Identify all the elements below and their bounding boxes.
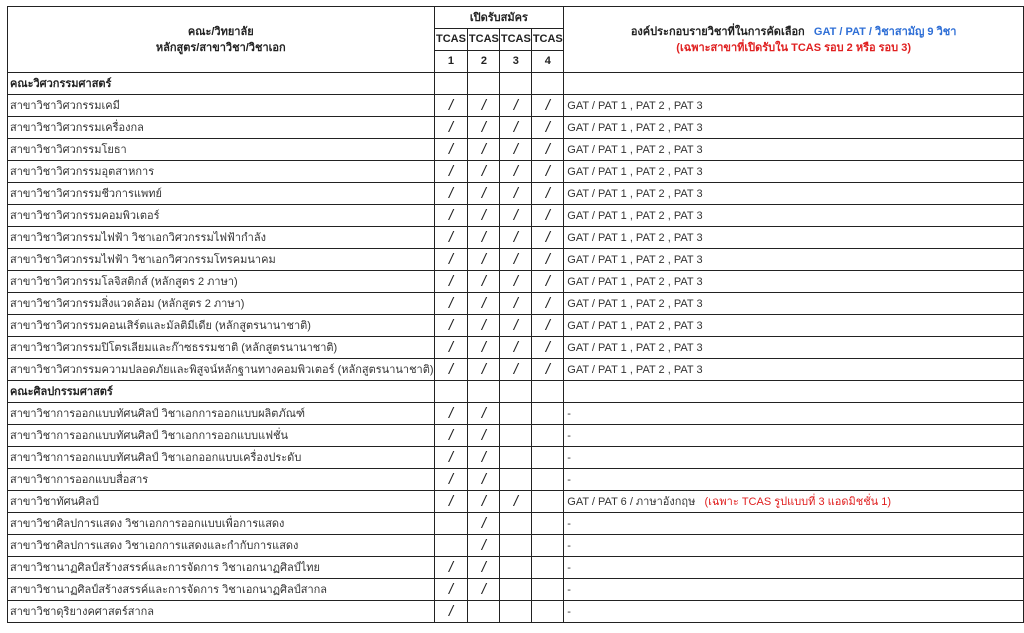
round-2-mark: / xyxy=(468,491,500,513)
open-header: เปิดรับสมัคร xyxy=(434,7,564,29)
program-name: สาขาวิชาการออกแบบทัศนศิลป์ วิชาเอกการออกแบบผลิตภัณฑ์ xyxy=(8,403,435,425)
tcas-word-2: TCAS xyxy=(468,29,500,51)
round-1-mark: / xyxy=(434,95,468,117)
empty-cell xyxy=(500,381,532,403)
criteria-text: GAT / PAT 6 / ภาษาอังกฤษ xyxy=(567,495,696,508)
program-name: สาขาวิชาวิศวกรรมโยธา xyxy=(8,139,435,161)
round-3-mark xyxy=(500,557,532,579)
faculty-name: คณะวิศวกรรมศาสตร์ xyxy=(8,73,435,95)
round-2-mark: / xyxy=(468,249,500,271)
round-4-mark: / xyxy=(532,161,564,183)
round-3-mark xyxy=(500,601,532,623)
table-row xyxy=(8,425,1024,447)
table-row xyxy=(8,249,1024,271)
round-3-mark xyxy=(500,513,532,535)
round-3-mark: / xyxy=(500,491,532,513)
program-name: สาขาวิชาวิศวกรรมไฟฟ้า วิชาเอกวิศวกรรมไฟฟ้ากำลัง xyxy=(8,227,435,249)
table-row xyxy=(8,491,1024,513)
program-name: สาขาวิชาวิศวกรรมชีวการแพทย์ xyxy=(8,183,435,205)
criteria-text: - xyxy=(567,605,571,618)
round-3-mark: / xyxy=(500,117,532,139)
table-row xyxy=(8,513,1024,535)
criteria-text: - xyxy=(567,539,571,552)
criteria-cell xyxy=(564,205,1024,227)
criteria-header xyxy=(564,7,1024,73)
round-1-mark: / xyxy=(434,139,468,161)
round-4-mark: / xyxy=(532,205,564,227)
round-3-mark: / xyxy=(500,249,532,271)
round-1-mark: / xyxy=(434,425,468,447)
round-4: 4 xyxy=(532,51,564,73)
round-2-mark: / xyxy=(468,469,500,491)
round-4-mark xyxy=(532,425,564,447)
round-1: 1 xyxy=(434,51,468,73)
round-1-mark: / xyxy=(434,491,468,513)
criteria-text: GAT / PAT 1 , PAT 2 , PAT 3 xyxy=(567,99,703,112)
program-name: สาขาวิชาวิศวกรรมความปลอดภัยและพิสูจน์หลักฐานทางคอมพิวเตอร์ (หลักสูตรนานาชาติ) xyxy=(8,359,435,381)
criteria-cell xyxy=(564,117,1024,139)
program-name: สาขาวิชานาฏศิลป์สร้างสรรค์และการจัดการ วิชาเอกนาฏศิลป์ไทย xyxy=(8,557,435,579)
criteria-text: - xyxy=(567,473,571,486)
round-3-mark xyxy=(500,535,532,557)
round-3-mark: / xyxy=(500,271,532,293)
header-row-1 xyxy=(8,7,1024,29)
round-2-mark: / xyxy=(468,293,500,315)
tcas-word-1: TCAS xyxy=(434,29,468,51)
round-2-mark: / xyxy=(468,447,500,469)
faculty-header xyxy=(8,7,435,73)
empty-cell xyxy=(532,381,564,403)
criteria-cell xyxy=(564,425,1024,447)
round-4-mark xyxy=(532,403,564,425)
admissions-table-container xyxy=(7,6,1024,623)
round-1-mark: / xyxy=(434,227,468,249)
criteria-text: GAT / PAT 1 , PAT 2 , PAT 3 xyxy=(567,209,703,222)
round-3-mark: / xyxy=(500,227,532,249)
round-1-mark: / xyxy=(434,557,468,579)
criteria-note: (เฉพาะสาขาที่เปิดรับใน TCAS รอบ 2 หรือ รอบ 3) xyxy=(676,41,911,54)
round-2-mark: / xyxy=(468,161,500,183)
round-1-mark: / xyxy=(434,403,468,425)
criteria-cell xyxy=(564,271,1024,293)
round-1-mark: / xyxy=(434,117,468,139)
program-name: สาขาวิชาวิศวกรรมสิ่งแวดล้อม (หลักสูตร 2 ภาษา) xyxy=(8,293,435,315)
program-name: สาขาวิชาวิศวกรรมโลจิสติกส์ (หลักสูตร 2 ภาษา) xyxy=(8,271,435,293)
round-2-mark: / xyxy=(468,359,500,381)
criteria-cell xyxy=(564,403,1024,425)
program-name: สาขาวิชาการออกแบบสื่อสาร xyxy=(8,469,435,491)
round-1-mark: / xyxy=(434,601,468,623)
round-4-mark xyxy=(532,469,564,491)
criteria-cell xyxy=(564,513,1024,535)
criteria-cell xyxy=(564,557,1024,579)
round-2-mark: / xyxy=(468,579,500,601)
table-row xyxy=(8,293,1024,315)
round-1-mark: / xyxy=(434,271,468,293)
criteria-text: - xyxy=(567,517,571,530)
faculty-header-line2: หลักสูตร/สาขาวิชา/วิชาเอก xyxy=(155,41,286,54)
round-4-mark xyxy=(532,491,564,513)
round-2-mark: / xyxy=(468,315,500,337)
round-3-mark xyxy=(500,425,532,447)
table-row xyxy=(8,337,1024,359)
criteria-cell xyxy=(564,315,1024,337)
criteria-text: - xyxy=(567,429,571,442)
round-4-mark: / xyxy=(532,359,564,381)
round-1-mark: / xyxy=(434,447,468,469)
round-4-mark xyxy=(532,601,564,623)
admissions-table xyxy=(7,6,1024,623)
criteria-text: GAT / PAT 1 , PAT 2 , PAT 3 xyxy=(567,121,703,134)
round-2-mark: / xyxy=(468,183,500,205)
table-row xyxy=(8,601,1024,623)
round-2-mark: / xyxy=(468,205,500,227)
round-4-mark xyxy=(532,447,564,469)
table-row xyxy=(8,271,1024,293)
table-row xyxy=(8,95,1024,117)
criteria-cell xyxy=(564,359,1024,381)
criteria-cell xyxy=(564,491,1024,513)
criteria-cell xyxy=(564,601,1024,623)
table-row xyxy=(8,469,1024,491)
table-row xyxy=(8,139,1024,161)
round-1-mark: / xyxy=(434,579,468,601)
table-row xyxy=(8,183,1024,205)
program-name: สาขาวิชาวิศวกรรมคอนเสิร์ตและมัลติมีเดีย (หลักสูตรนานาชาติ) xyxy=(8,315,435,337)
criteria-cell xyxy=(564,469,1024,491)
criteria-text: - xyxy=(567,583,571,596)
round-3-mark: / xyxy=(500,95,532,117)
round-4-mark xyxy=(532,579,564,601)
table-row xyxy=(8,205,1024,227)
table-row xyxy=(8,579,1024,601)
round-2-mark: / xyxy=(468,95,500,117)
criteria-text: GAT / PAT 1 , PAT 2 , PAT 3 xyxy=(567,297,703,310)
round-2-mark: / xyxy=(468,425,500,447)
round-2-mark: / xyxy=(468,513,500,535)
round-4-mark xyxy=(532,535,564,557)
criteria-text: - xyxy=(567,407,571,420)
program-name: สาขาวิชาการออกแบบทัศนศิลป์ วิชาเอกออกแบบเครื่องประดับ xyxy=(8,447,435,469)
round-2-mark: / xyxy=(468,403,500,425)
round-2-mark xyxy=(468,601,500,623)
round-3-mark: / xyxy=(500,315,532,337)
round-3-mark: / xyxy=(500,161,532,183)
round-2-mark: / xyxy=(468,557,500,579)
empty-cell xyxy=(468,73,500,95)
program-name: สาขาวิชาวิศวกรรมอุตสาหการ xyxy=(8,161,435,183)
round-4-mark: / xyxy=(532,227,564,249)
program-name: สาขาวิชาวิศวกรรมปิโตรเลียมและก๊าซธรรมชาติ (หลักสูตรนานาชาติ) xyxy=(8,337,435,359)
round-3-mark: / xyxy=(500,205,532,227)
criteria-text: GAT / PAT 1 , PAT 2 , PAT 3 xyxy=(567,275,703,288)
round-1-mark: / xyxy=(434,315,468,337)
round-4-mark xyxy=(532,513,564,535)
round-1-mark: / xyxy=(434,183,468,205)
round-2-mark: / xyxy=(468,535,500,557)
table-row xyxy=(8,315,1024,337)
program-name: สาขาวิชาทัศนศิลป์ xyxy=(8,491,435,513)
criteria-text: - xyxy=(567,451,571,464)
program-name: สาขาวิชาศิลปการแสดง วิชาเอกการออกแบบเพื่อการแสดง xyxy=(8,513,435,535)
round-3: 3 xyxy=(500,51,532,73)
criteria-text: GAT / PAT 1 , PAT 2 , PAT 3 xyxy=(567,143,703,156)
round-1-mark: / xyxy=(434,161,468,183)
round-1-mark xyxy=(434,513,468,535)
round-4-mark xyxy=(532,557,564,579)
table-row xyxy=(8,117,1024,139)
round-3-mark: / xyxy=(500,139,532,161)
round-2-mark: / xyxy=(468,139,500,161)
criteria-text: GAT / PAT 1 , PAT 2 , PAT 3 xyxy=(567,231,703,244)
round-3-mark xyxy=(500,579,532,601)
round-2-mark: / xyxy=(468,337,500,359)
program-name: สาขาวิชาวิศวกรรมคอมพิวเตอร์ xyxy=(8,205,435,227)
round-4-mark: / xyxy=(532,293,564,315)
criteria-header-line1 xyxy=(564,24,1023,40)
round-1-mark: / xyxy=(434,205,468,227)
empty-cell xyxy=(564,73,1024,95)
criteria-cell xyxy=(564,249,1024,271)
criteria-text: GAT / PAT 1 , PAT 2 , PAT 3 xyxy=(567,319,703,332)
round-3-mark: / xyxy=(500,337,532,359)
criteria-cell xyxy=(564,579,1024,601)
round-3-mark xyxy=(500,403,532,425)
round-3-mark: / xyxy=(500,293,532,315)
criteria-cell xyxy=(564,161,1024,183)
round-2-mark: / xyxy=(468,117,500,139)
table-row xyxy=(8,535,1024,557)
round-1-mark: / xyxy=(434,293,468,315)
empty-cell xyxy=(564,381,1024,403)
criteria-cell xyxy=(564,139,1024,161)
empty-cell xyxy=(468,381,500,403)
criteria-text: - xyxy=(567,561,571,574)
round-4-mark: / xyxy=(532,315,564,337)
criteria-cell xyxy=(564,535,1024,557)
round-4-mark: / xyxy=(532,249,564,271)
table-row xyxy=(8,447,1024,469)
round-3-mark: / xyxy=(500,359,532,381)
round-4-mark: / xyxy=(532,183,564,205)
table-row xyxy=(8,161,1024,183)
criteria-cell xyxy=(564,183,1024,205)
program-name: สาขาวิชาการออกแบบทัศนศิลป์ วิชาเอกการออกแบบแฟชั่น xyxy=(8,425,435,447)
criteria-cell xyxy=(564,447,1024,469)
criteria-text: GAT / PAT 1 , PAT 2 , PAT 3 xyxy=(567,165,703,178)
empty-cell xyxy=(434,73,468,95)
criteria-cell xyxy=(564,293,1024,315)
round-3-mark: / xyxy=(500,183,532,205)
program-name: สาขาวิชาวิศวกรรมเคมี xyxy=(8,95,435,117)
criteria-cell xyxy=(564,227,1024,249)
criteria-text: GAT / PAT 1 , PAT 2 , PAT 3 xyxy=(567,187,703,200)
round-4-mark: / xyxy=(532,117,564,139)
round-1-mark: / xyxy=(434,249,468,271)
criteria-prefix: องค์ประกอบรายวิชาที่ในการคัดเลือก xyxy=(630,25,805,38)
program-name: สาขาวิชาศิลปการแสดง วิชาเอกการแสดงและกำกับการแสดง xyxy=(8,535,435,557)
program-name: สาขาวิชาดุริยางคศาสตร์สากล xyxy=(8,601,435,623)
criteria-note-text: (เฉพาะ TCAS รูปแบบที่ 3 แอดมิชชั่น 1) xyxy=(704,495,892,508)
round-4-mark: / xyxy=(532,139,564,161)
criteria-text: GAT / PAT 1 , PAT 2 , PAT 3 xyxy=(567,341,703,354)
tcas-word-4: TCAS xyxy=(532,29,564,51)
criteria-gat: GAT / PAT xyxy=(813,25,866,38)
program-name: สาขาวิชานาฏศิลป์สร้างสรรค์และการจัดการ วิชาเอกนาฏศิลป์สากล xyxy=(8,579,435,601)
round-1-mark: / xyxy=(434,359,468,381)
table-row xyxy=(8,359,1024,381)
criteria-text: GAT / PAT 1 , PAT 2 , PAT 3 xyxy=(567,253,703,266)
tcas-word-3: TCAS xyxy=(500,29,532,51)
round-4-mark: / xyxy=(532,337,564,359)
table-row xyxy=(8,227,1024,249)
program-name: สาขาวิชาวิศวกรรมเครื่องกล xyxy=(8,117,435,139)
table-row xyxy=(8,403,1024,425)
round-3-mark xyxy=(500,469,532,491)
round-2-mark: / xyxy=(468,271,500,293)
round-1-mark: / xyxy=(434,469,468,491)
criteria-cell xyxy=(564,337,1024,359)
faculty-name: คณะศิลปกรรมศาสตร์ xyxy=(8,381,435,403)
round-2-mark: / xyxy=(468,227,500,249)
faculty-row xyxy=(8,73,1024,95)
round-1-mark: / xyxy=(434,337,468,359)
faculty-header-line1: คณะ/วิทยาลัย xyxy=(187,25,254,38)
faculty-row xyxy=(8,381,1024,403)
empty-cell xyxy=(434,381,468,403)
criteria-cell xyxy=(564,95,1024,117)
program-name: สาขาวิชาวิศวกรรมไฟฟ้า วิชาเอกวิศวกรรมโทรคมนาคม xyxy=(8,249,435,271)
round-1-mark xyxy=(434,535,468,557)
table-row xyxy=(8,557,1024,579)
criteria-sep: / xyxy=(868,25,872,38)
round-4-mark: / xyxy=(532,95,564,117)
empty-cell xyxy=(500,73,532,95)
round-4-mark: / xyxy=(532,271,564,293)
criteria-nine: วิชาสามัญ 9 วิชา xyxy=(875,25,957,38)
round-2: 2 xyxy=(468,51,500,73)
criteria-text: GAT / PAT 1 , PAT 2 , PAT 3 xyxy=(567,363,703,376)
empty-cell xyxy=(532,73,564,95)
round-3-mark xyxy=(500,447,532,469)
